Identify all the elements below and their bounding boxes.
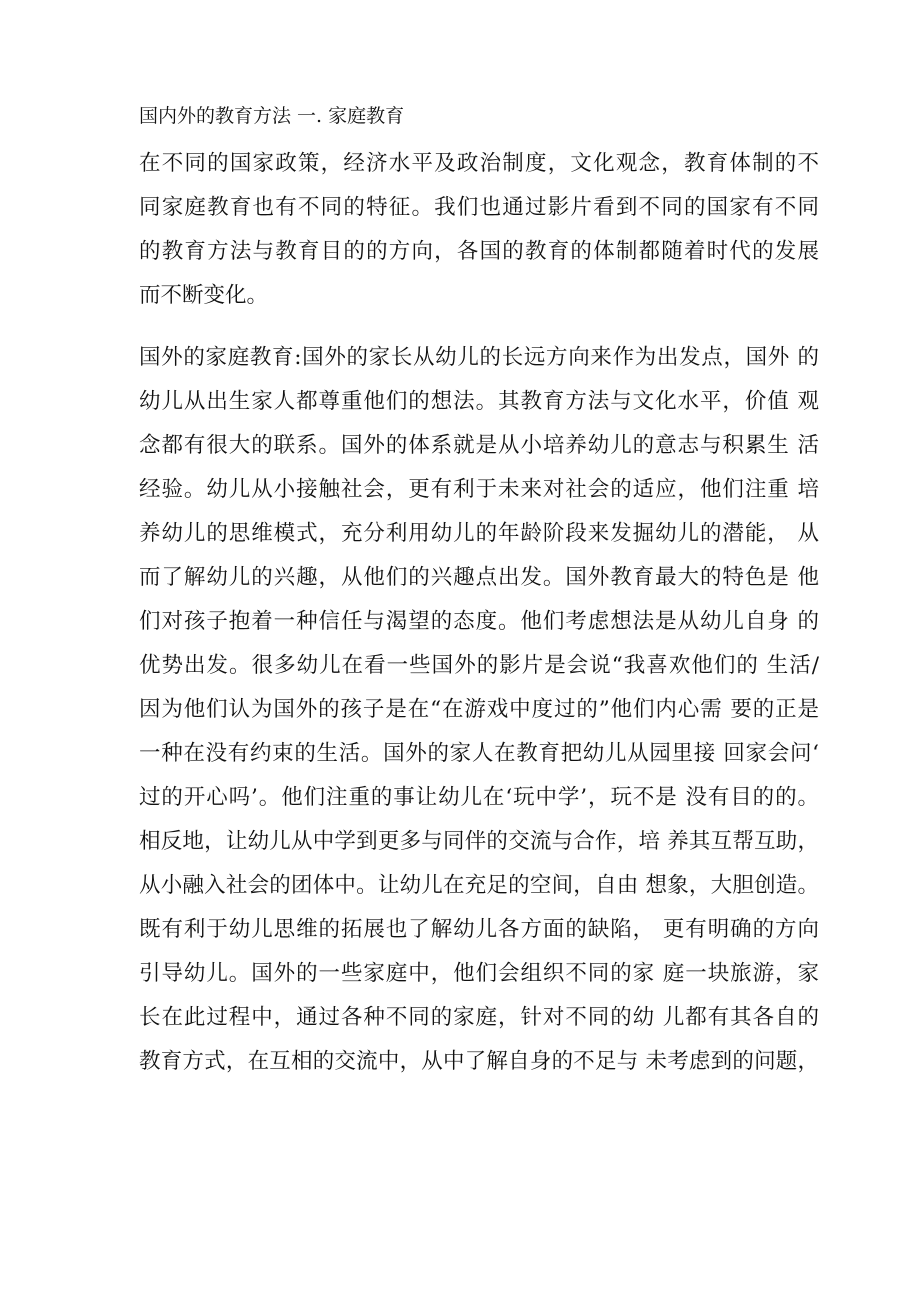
text-line: 从小融入社会的团体中。让幼儿在充足的空间，自由 想象，大胆创造。	[139, 873, 819, 898]
text-line: 优势出发。很多幼儿在看一些国外的影片是会说“我喜欢他们的 生活/	[139, 653, 819, 678]
document-heading: 国内外的教育方法 一. 家庭教育	[139, 105, 405, 127]
text-line: 过的开心吗’。他们注重的事让幼儿在‘玩中学’，玩不是 没有目的的。	[139, 785, 819, 810]
text-line: 因为他们认为国外的孩子是在“在游戏中度过的”他们内心需 要的正是	[139, 697, 819, 722]
text-line: 们对孩子抱着一种信任与渴望的态度。他们考虑想法是从幼儿自身 的	[139, 609, 819, 634]
text-line: 既有利于幼儿思维的拓展也了解幼儿各方面的缺陷， 更有明确的方向	[139, 917, 819, 942]
text-line: 在不同的国家政策，经济水平及政治制度，文化观念，教育体制的不	[139, 151, 819, 176]
text-line: 长在此过程中，通过各种不同的家庭，针对不同的幼 儿都有其各自的	[139, 1005, 819, 1030]
text-line: 念都有很大的联系。国外的体系就是从小培养幼儿的意志与积累生 活	[139, 433, 819, 458]
text-line: 引导幼儿。国外的一些家庭中，他们会组织不同的家 庭一块旅游，家	[139, 961, 819, 986]
paragraph-foreign-family-education	[139, 336, 819, 1084]
text-line: 同家庭教育也有不同的特征。我们也通过影片看到不同的国家有不同	[139, 195, 819, 220]
text-line: 而了解幼儿的兴趣，从他们的兴趣点出发。国外教育最大的特色是 他	[139, 565, 819, 590]
paragraph-intro	[139, 142, 819, 318]
text-line: 而不断变化。	[139, 283, 269, 308]
text-line: 养幼儿的思维模式，充分利用幼儿的年龄阶段来发掘幼儿的潜能， 从	[139, 521, 819, 546]
text-line: 幼儿从出生家人都尊重他们的想法。其教育方法与文化水平，价值 观	[139, 389, 819, 414]
text-line: 教育方式，在互相的交流中，从中了解自身的不足与 未考虑到的问题，	[139, 1049, 819, 1074]
text-line: 一种在没有约束的生活。国外的家人在教育把幼儿从园里接 回家会问‘	[139, 741, 819, 766]
text-line: 的教育方法与教育目的的方向，各国的教育的体制都随着时代的发展	[139, 239, 819, 264]
text-line: 经验。幼儿从小接触社会，更有利于未来对社会的适应，他们注重 培	[139, 477, 819, 502]
text-line: 相反地，让幼儿从中学到更多与同伴的交流与合作，培 养其互帮互助，	[139, 829, 819, 854]
text-line: 国外的家庭教育:国外的家长从幼儿的长远方向来作为出发点，国外 的	[139, 345, 819, 370]
